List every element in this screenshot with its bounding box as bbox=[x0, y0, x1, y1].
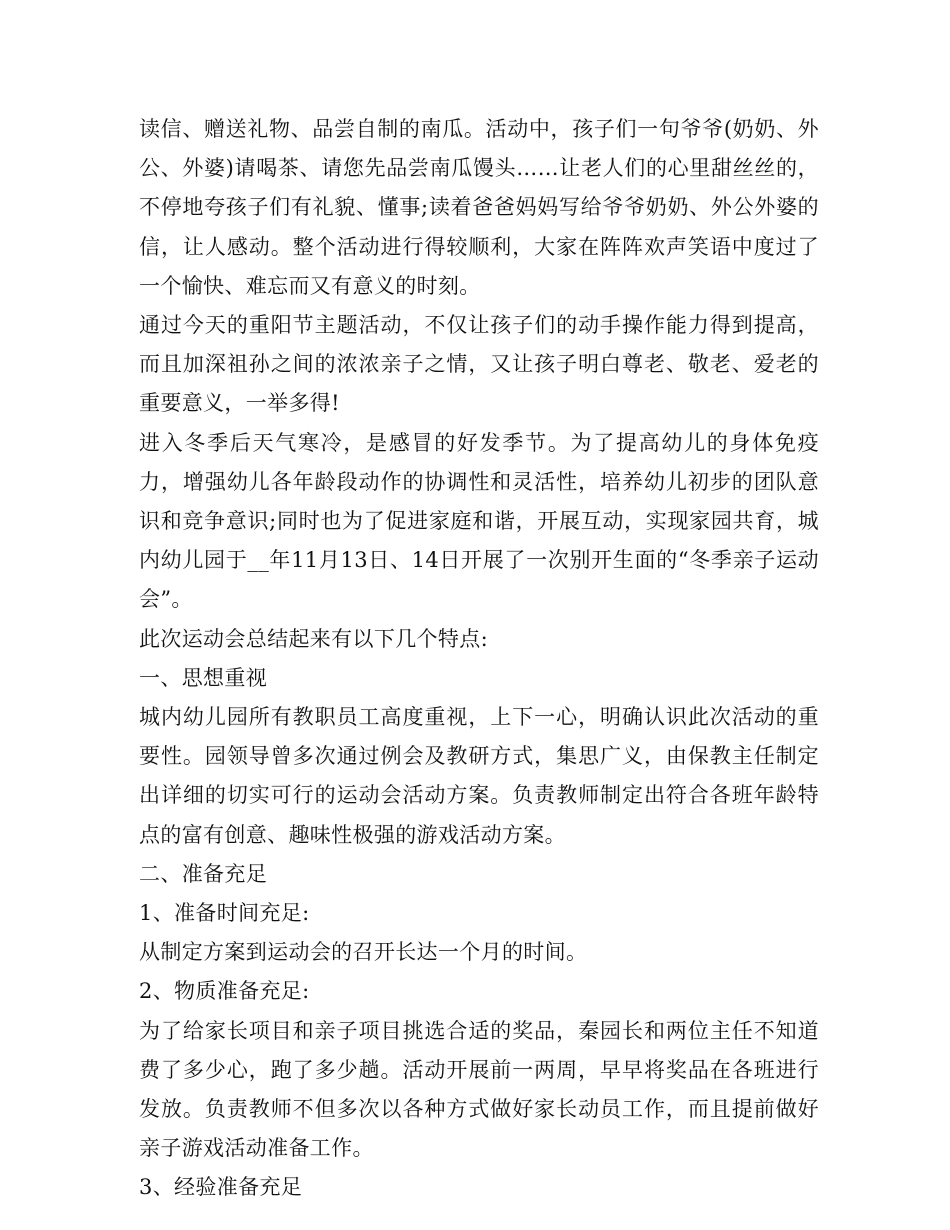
section-heading-attention: 一、思想重视 bbox=[139, 665, 268, 690]
document-body bbox=[139, 110, 819, 1208]
paragraph-sports-meet-intro: 进入冬季后天气寒冷，是感冒的好发季节。为了提高幼儿的身体免疫力，增强幼儿各年龄段动作的协调性和灵活性，培养幼儿初步的团队意识和竞争意识;同时也为了促进家庭和谐，开展互动，实现家园共育，城内幼儿园于__年11月13日、14日开展了一次别开生面的“冬季亲子运动会”。 bbox=[139, 430, 819, 612]
paragraph-time-preparation: 从制定方案到运动会的召开长达一个月的时间。 bbox=[139, 940, 588, 965]
paragraph-attention: 城内幼儿园所有教职员工高度重视，上下一心，明确认识此次活动的重要性。园领导曾多次通过例会及教研方式，集思广义，由保教主任制定出详细的切实可行的运动会活动方案。负责教师制定出符合各班年龄特点的富有创意、趣味性极强的游戏活动方案。 bbox=[139, 705, 819, 847]
paragraph-summary-lead: 此次运动会总结起来有以下几个特点: bbox=[139, 626, 489, 651]
subheading-material-preparation: 2、物质准备充足: bbox=[139, 979, 310, 1004]
paragraph-material-preparation: 为了给家长项目和亲子项目挑选合适的奖品，秦园长和两位主任不知道费了多少心，跑了多少趟。活动开展前一两周，早早将奖品在各班进行发放。负责教师不但多次以各种方式做好家长动员工作，而且提前做好亲子游戏活动准备工作。 bbox=[139, 1018, 819, 1161]
section-heading-preparation: 二、准备充足 bbox=[139, 861, 268, 886]
subheading-time-preparation: 1、准备时间充足: bbox=[139, 901, 310, 926]
paragraph-visit-activity: 读信、赠送礼物、品尝自制的南瓜。活动中，孩子们一句爷爷(奶奶、外公、外婆)请喝茶、请您先品尝南瓜馒头……让老人们的心里甜丝丝的，不停地夸孩子们有礼貌、懂事;读着爸爸妈妈写给爷爷奶奶、外公外婆的信，让人感动。整个活动进行得较顺利，大家在阵阵欢声笑语中度过了一个愉快、难忘而又有意义的时刻。 bbox=[139, 117, 819, 298]
subheading-experience-preparation: 3、经验准备充足 bbox=[139, 1175, 303, 1200]
paragraph-activity-benefits: 通过今天的重阳节主题活动，不仅让孩子们的动手操作能力得到提高，而且加深祖孙之间的浓浓亲子之情，又让孩子明白尊老、敬老、爱老的重要意义，一举多得! bbox=[139, 313, 819, 416]
